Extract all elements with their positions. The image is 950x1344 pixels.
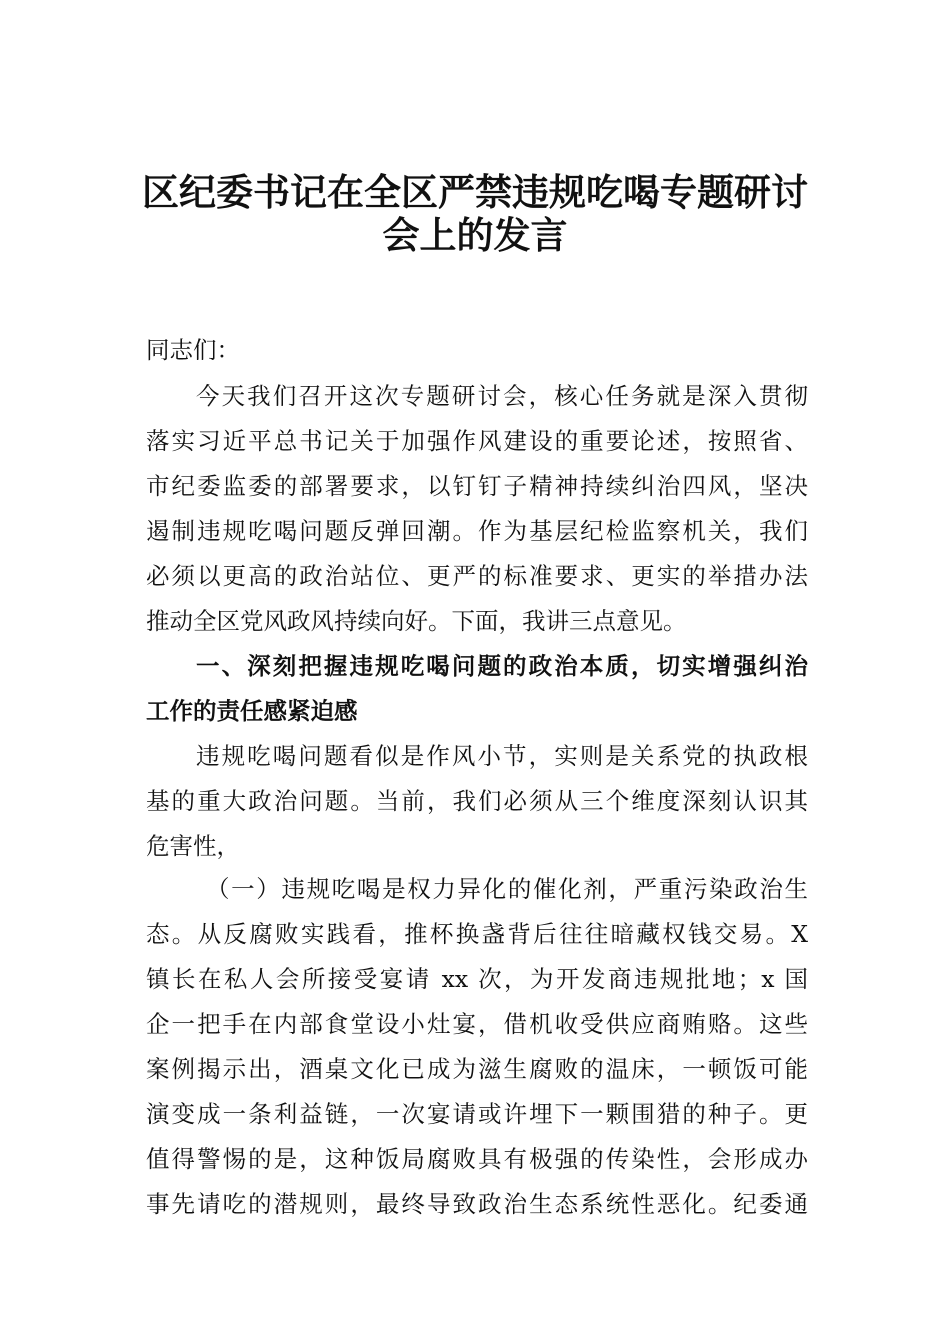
intro-line: 必须以更高的政治站位、更严的标准要求、更实的举措办法: [146, 562, 808, 590]
document-title-line-2: 会上的发言: [382, 213, 568, 257]
intro-line: 今天我们召开这次专题研讨会，核心任务就是深入贯彻: [196, 382, 808, 410]
subsection-paragraph-line: 值得警惕的是，这种饭局腐败具有极强的传染性，会形成办: [146, 1145, 808, 1173]
intro-line: 落实习近平总书记关于加强作风建设的重要论述，按照省、: [146, 427, 808, 455]
intro-line: 遏制违规吃喝问题反弹回潮。作为基层纪检监察机关，我们: [146, 517, 808, 545]
greeting: 同志们：: [146, 336, 240, 364]
section-heading: 工作的责任感紧迫感: [146, 697, 358, 725]
intro-line: 推动全区党风政风持续向好。下面，我讲三点意见。: [146, 607, 687, 635]
section-paragraph-line: 危害性，: [146, 832, 240, 860]
subsection-paragraph-line: 态。从反腐败实践看，推杯换盏背后往往暗藏权钱交易。X: [146, 920, 808, 948]
subsection-paragraph-line: 演变成一条利益链，一次宴请或许埋下一颗围猎的种子。更: [146, 1100, 808, 1128]
subsection-paragraph-line: （一）违规吃喝是权力异化的催化剂，严重污染政治生: [206, 875, 808, 903]
subsection-paragraph-line: 企一把手在内部食堂设小灶宴，借机收受供应商贿赂。这些: [146, 1010, 808, 1038]
document-title-line-1: 区纪委书记在全区严禁违规吃喝专题研讨: [142, 170, 808, 214]
section-paragraph-line: 违规吃喝问题看似是作风小节，实则是关系党的执政根: [196, 742, 808, 770]
subsection-paragraph-line: 镇长在私人会所接受宴请 xx 次，为开发商违规批地；x 国: [146, 965, 808, 993]
section-paragraph-line: 基的重大政治问题。当前，我们必须从三个维度深刻认识其: [146, 787, 808, 815]
subsection-paragraph-line: 案例揭示出，酒桌文化已成为滋生腐败的温床，一顿饭可能: [146, 1055, 808, 1083]
subsection-paragraph-line: 事先请吃的潜规则，最终导致政治生态系统性恶化。纪委通: [146, 1190, 808, 1218]
section-heading: 一、深刻把握违规吃喝问题的政治本质，切实增强纠治: [196, 652, 808, 680]
intro-line: 市纪委监委的部署要求，以钉钉子精神持续纠治四风，坚决: [146, 472, 808, 500]
